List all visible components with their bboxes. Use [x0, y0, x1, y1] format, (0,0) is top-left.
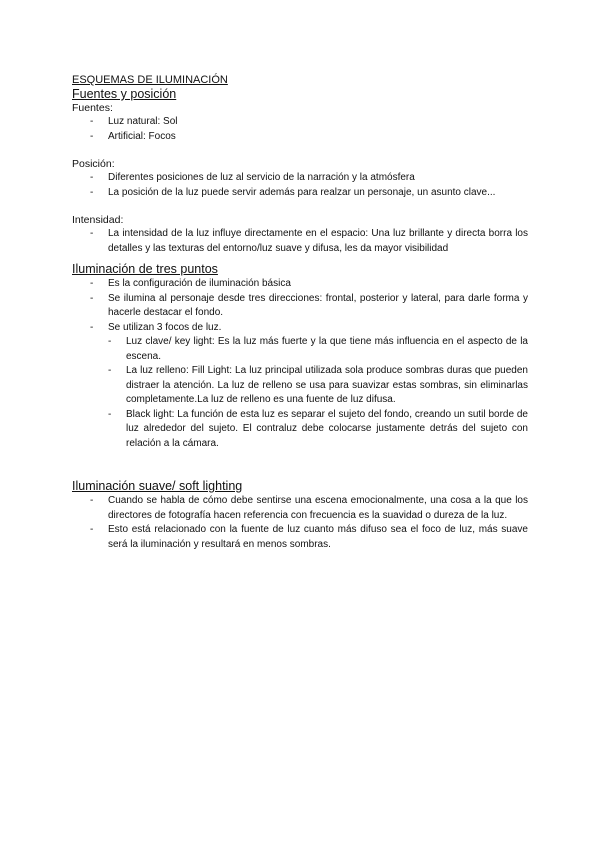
section-heading-fuentes-posicion: Fuentes y posición [72, 87, 177, 101]
section-heading-tres-puntos: Iluminación de tres puntos [72, 262, 218, 276]
list-iluminacion-suave [72, 494, 528, 552]
list-item: - La intensidad de la luz influye directamente en el espacio: Una luz brillante y directa borra los detalles y las texturas del entorno/luz suave y difusa, les da mayor visibilidad [72, 227, 528, 256]
list-intensidad [72, 227, 528, 256]
label-posicion: Posición: [72, 158, 115, 170]
list-item: - La posición de la luz puede servir además para realzar un personaje, un asunto clave... [72, 186, 528, 201]
list-posicion [72, 171, 528, 200]
sublist-item: - Luz clave/ key light: Es la luz más fuerte y la que tiene más influencia en el aspecto de la escena. [108, 335, 528, 364]
sublist-focos [108, 335, 528, 451]
document-title: ESQUEMAS DE ILUMINACIÓN [72, 74, 228, 86]
list-item-text: Se utilizan 3 focos de luz. [108, 321, 222, 333]
list-item: - Luz natural: Sol [72, 115, 528, 130]
section-heading-iluminacion-suave: Iluminación suave/ soft lighting [72, 479, 243, 493]
list-fuentes [72, 115, 528, 144]
list-item: - Se ilumina al personaje desde tres direcciones: frontal, posterior y lateral, para darle forma y hacerle destacar el fondo. [72, 292, 528, 321]
list-item: - Es la configuración de iluminación básica [72, 277, 528, 292]
list-item: - Diferentes posiciones de luz al servicio de la narración y la atmósfera [72, 171, 528, 186]
label-intensidad: Intensidad: [72, 214, 124, 226]
list-item: - Artificial: Focos [72, 130, 528, 145]
label-fuentes: Fuentes: [72, 102, 113, 114]
list-item [72, 321, 528, 452]
list-item: - Esto está relacionado con la fuente de luz cuanto más difuso sea el foco de luz, más suave será la iluminación y resultará en menos sombras. [72, 523, 528, 552]
sublist-item: - La luz relleno: Fill Light: La luz principal utilizada sola produce sombras duras que pueden distraer la atención. La luz de relleno se usa para suavizar estas sombras, sin eliminarlas completamente.La luz de relleno es una fuente de luz difusa. [108, 364, 528, 408]
list-tres-puntos [72, 277, 528, 451]
sublist-item: - Black light: La función de esta luz es separar el sujeto del fondo, creando un sutil borde de luz alrededor del sujeto. El contraluz debe colocarse justamente detrás del sujeto con relación a la cámara. [108, 408, 528, 452]
list-item: - Cuando se habla de cómo debe sentirse una escena emocionalmente, una cosa a la que los directores de fotografía hacen referencia con frecuencia es la suavidad o dureza de la luz. [72, 494, 528, 523]
